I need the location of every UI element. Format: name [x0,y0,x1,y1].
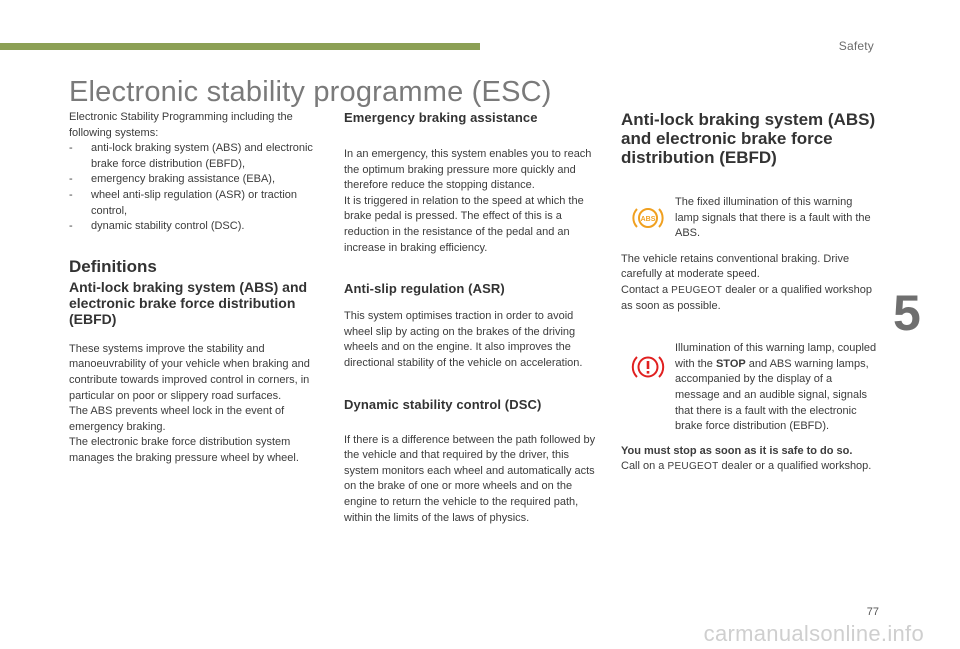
systems-list [69,141,325,235]
dsc-paragraph: If there is a difference between the path followed by the vehicle and that required by the driver, this system monitors each wheel and automatically acts on the brake of one or more wheels and on the engine to return the vehicle to the required path, within the limits of the laws of physics. [344,433,596,524]
list-item: - wheel anti-slip regulation (ASR) or traction control, [69,188,325,219]
eba-body [344,147,600,256]
column-middle [344,110,600,526]
section-label: Safety [838,39,874,53]
brand-name: PEUGEOT [667,461,719,473]
brake-warning-block [621,341,877,435]
chapter-number: 5 [893,285,921,341]
list-item: - dynamic stability control (DSC). [69,219,325,235]
eba-heading: Emergency braking assistance [344,110,538,125]
abs-definition-heading: Anti-lock braking system (ABS) and electronic brake force distribution (EBFD) [69,278,308,327]
list-item: - emergency braking assistance (EBA), [69,172,325,188]
abs-contact-line: Contact a PEUGEOT dealer or a qualified workshop as soon as possible. [621,283,872,312]
brand-name: PEUGEOT [671,284,723,296]
abs-warning-text: The fixed illumination of this warning lamp signals that there is a fault with the ABS. [675,196,871,240]
brake-warning-lamp-icon [621,341,675,381]
abs-ebfd-heading: Anti-lock braking system (ABS) and electronic brake force distribution (EBFD) [621,110,876,167]
column-right [621,110,877,475]
abs-icon-label: ABS [640,216,656,223]
intro-text: Electronic Stability Programming including the following systems: [69,111,293,139]
brake-warning-text: Illumination of this warning lamp, coupled with the STOP and ABS warning lamps, accompanied by the display of a message and an audible signal, signals that there is a fault with the electronic brake force distribution (EBFD). [675,342,877,433]
abs-definition-paragraph: The ABS prevents wheel lock in the event of emergency braking. [69,405,285,433]
page-title: Electronic stability programme (ESC) [69,76,552,108]
abs-definition-paragraph: These systems improve the stability and manoeuvrability of your vehicle when braking and contribute towards improved control in corners, in particular on poor or slippery road surfaces. [69,342,310,402]
abs-warning-block [621,195,877,242]
watermark: carmanualsonline.info [703,621,924,646]
abs-advice-line: The vehicle retains conventional braking. Drive carefully at moderate speed. [621,252,850,281]
header-accent-bar [0,43,480,50]
column-left [69,110,325,467]
dsc-heading: Dynamic stability control (DSC) [344,396,542,412]
abs-fault-advice [621,252,877,314]
brake-fault-advice [621,444,877,475]
stop-label: STOP [715,357,746,370]
abs-definition-paragraph: The electronic brake force distribution system manages the braking pressure wheel by wheel. [69,436,299,464]
abs-warning-lamp-icon [621,195,675,231]
eba-paragraph: In an emergency, this system enables you to reach the optimum braking pressure more quickly and therefore reduce the stopping distance. [344,148,592,192]
asr-paragraph: This system optimises traction in order to avoid wheel slip by acting on the brakes of the driving wheels and on the engine. It also improves the directional stability of the vehicle on acceleration. [344,310,583,369]
page-number: 77 [866,606,879,618]
stop-instruction: You must stop as soon as it is safe to do so. [621,444,853,457]
list-item: - anti-lock braking system (ABS) and electronic brake force distribution (EBFD), [69,141,325,172]
call-dealer-line: Call on a PEUGEOT dealer or a qualified workshop. [621,460,872,473]
asr-heading: Anti-slip regulation (ASR) [344,281,505,297]
eba-paragraph: It is triggered in relation to the speed at which the brake pedal is pressed. The effect of this is a reduction in the resistance of the pedal and an increase in braking efficiency. [344,194,584,254]
abs-definition-body [69,342,325,467]
definitions-heading: Definitions [69,256,157,276]
